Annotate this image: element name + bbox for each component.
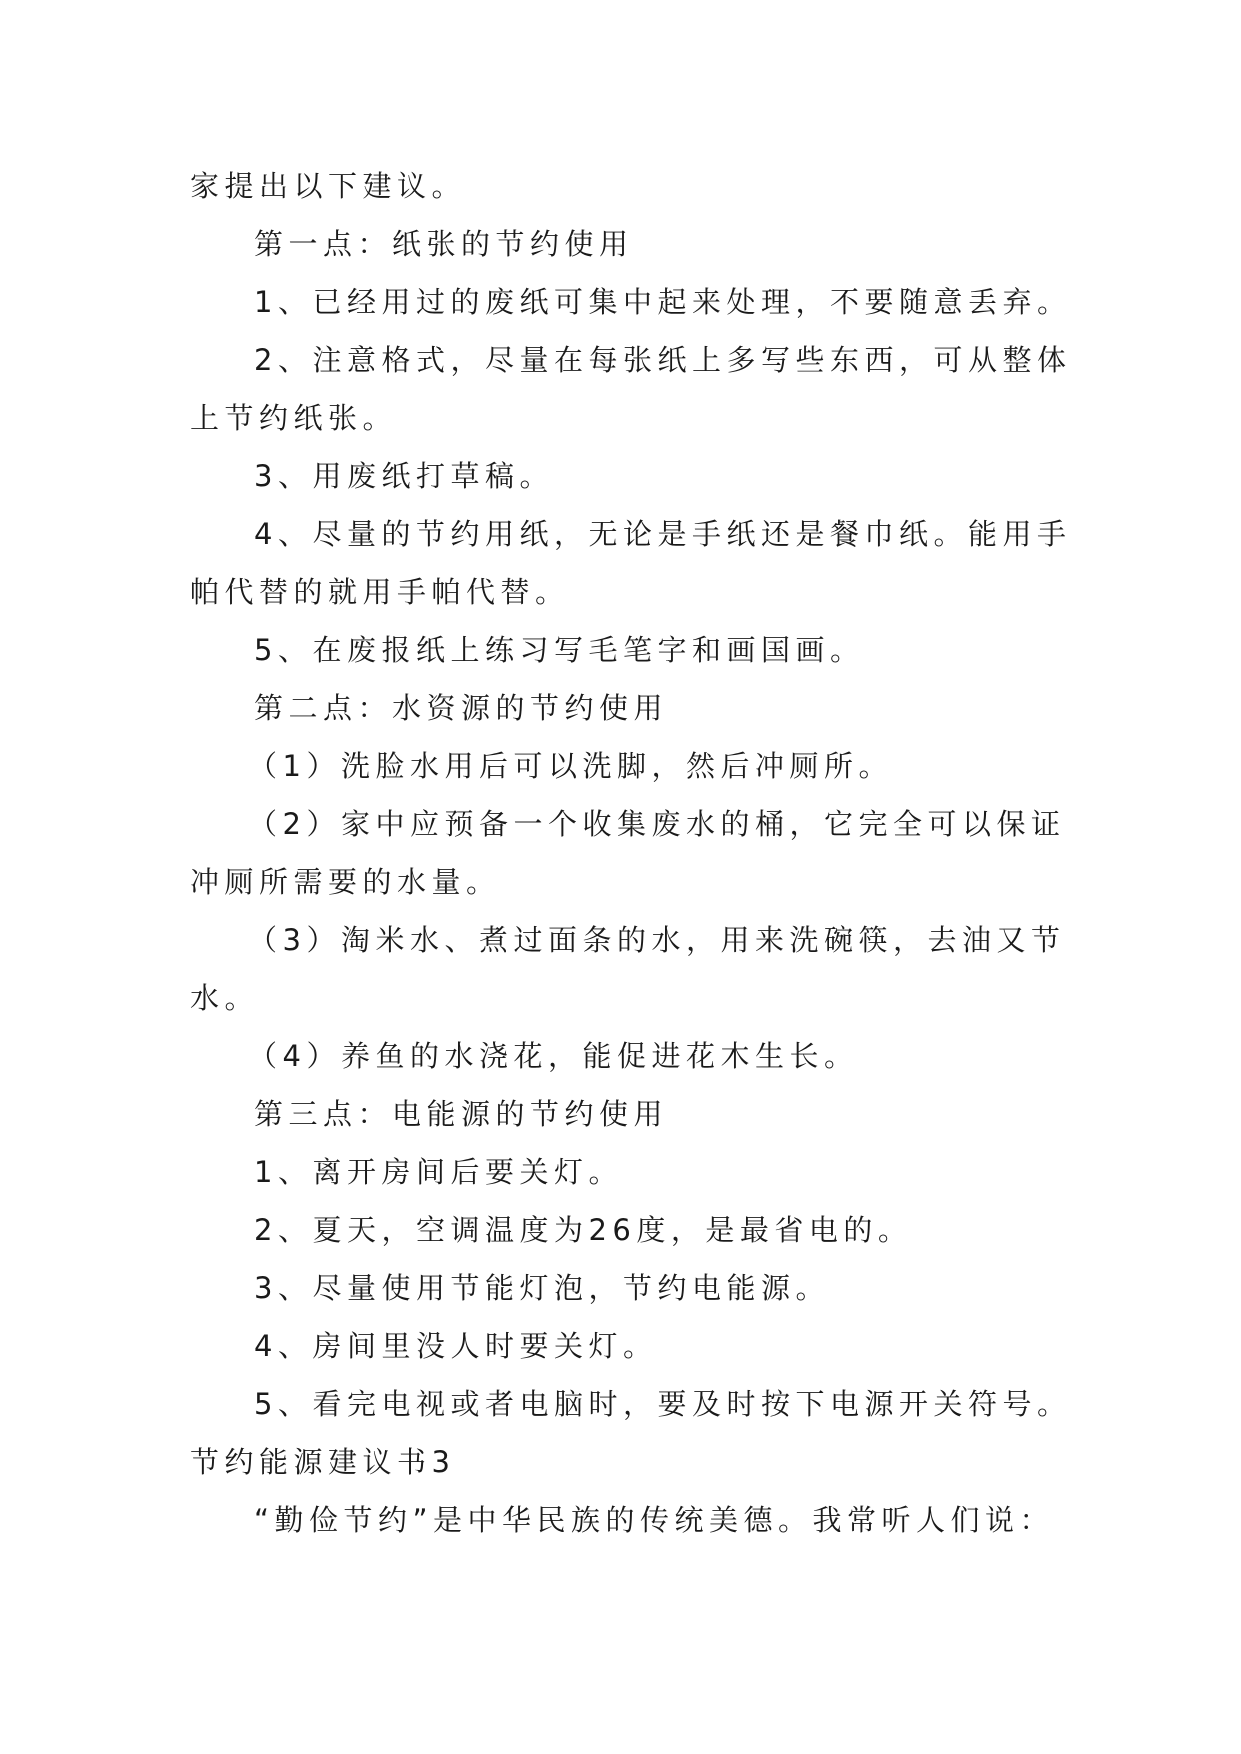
list-item: 2、夏天，空调温度为26度，是最省电的。 [254,1213,913,1247]
list-item: 4、尽量的节约用纸，无论是手纸还是餐巾纸。能用手 [254,517,1072,551]
section-heading: 第二点：水资源的节约使用 [254,691,669,725]
list-item: 1、离开房间后要关灯。 [254,1155,623,1189]
document-title: 节约能源建议书3 [190,1445,456,1479]
paragraph-line: “勤俭节约”是中华民族的传统美德。我常听人们说： [254,1503,1055,1537]
text-line: 冲厕所需要的水量。 [190,865,501,899]
list-item: 5、在废报纸上练习写毛笔字和画国画。 [254,633,865,667]
list-item: （1）洗脸水用后可以洗脚，然后冲厕所。 [248,749,893,783]
list-item: 3、用废纸打草稿。 [254,459,554,493]
list-item: （4）养鱼的水浇花，能促进花木生长。 [248,1039,859,1073]
list-item: 5、看完电视或者电脑时，要及时按下电源开关符号。 [254,1387,1072,1421]
list-item: （3）淘米水、煮过面条的水，用来洗碗筷，去油又节 [248,923,1066,957]
text-line: 上节约纸张。 [190,401,398,435]
section-heading: 第三点：电能源的节约使用 [254,1097,669,1131]
text-line: 水。 [190,981,260,1015]
list-item: （2）家中应预备一个收集废水的桶，它完全可以保证 [248,807,1066,841]
list-item: 3、尽量使用节能灯泡，节约电能源。 [254,1271,830,1305]
list-item: 1、已经用过的废纸可集中起来处理，不要随意丢弃。 [254,285,1072,319]
text-line: 家提出以下建议。 [190,169,467,203]
section-heading: 第一点：纸张的节约使用 [254,227,634,261]
text-line: 帕代替的就用手帕代替。 [190,575,570,609]
list-item: 4、房间里没人时要关灯。 [254,1329,658,1363]
list-item: 2、注意格式，尽量在每张纸上多写些东西，可从整体 [254,343,1072,377]
